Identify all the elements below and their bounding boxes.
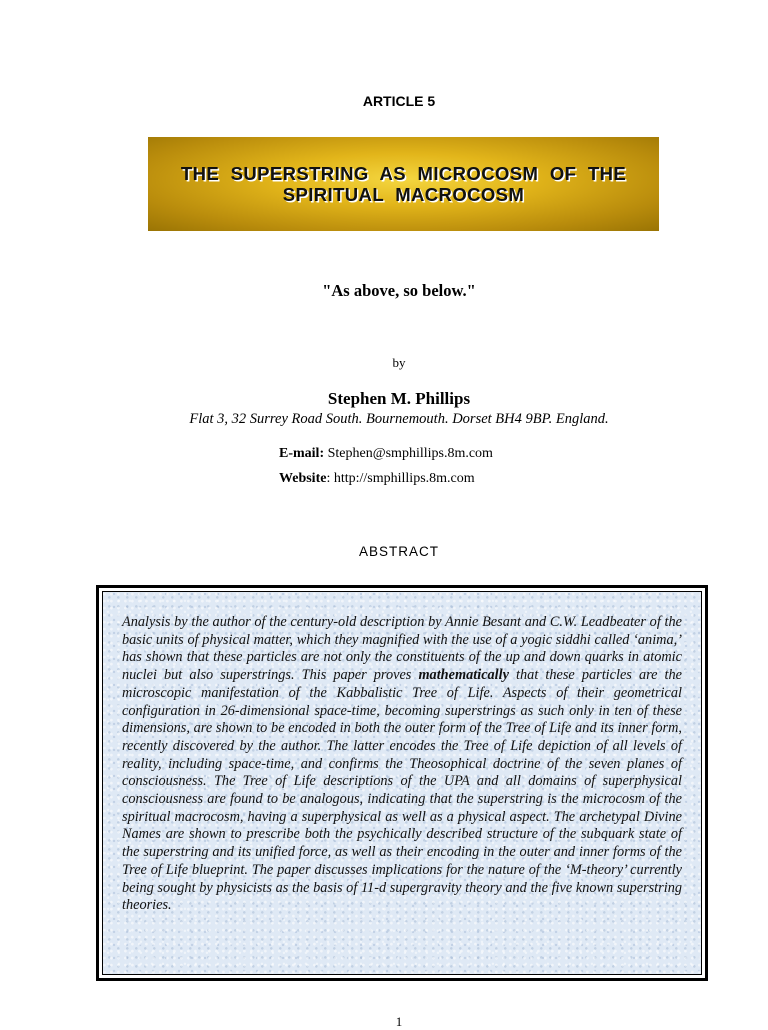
website-url[interactable]: http://smphillips.8m.com — [333, 471, 475, 486]
abstract-text — [122, 614, 682, 915]
abstract-text-part-2: that these particles are the microscopic manifestation of the Kabbalistic Tree of Life. Aspects of their geometrical configuration in 26-dimensional space-time, becoming superstrings as such only in ten of these dimensions, are shown to be encoded in both the outer form of the Tree of Life and its inner form, recently discovered by the author. The latter encodes the Tree of Life depiction of all levels of reality, including space-time, and confirms the Theosophical doctrine of the seven planes of consciousness. The Tree of Life descriptions of the UPA and all domains of superphysical consciousness are found to be analogous, indicating that the superstring is the microcosm of the spiritual macrocosm, having a superphysical as well as a physical aspect. The archetypal Divine Names are shown to prescribe both the psychically described structure of the subquark state of the superstring and its unified force, as well as their encoding in the outer and inner forms of the Tree of Life blueprint. The paper discusses implications for the nature of the ‘M-theory’ currently being sought by physicists as the basis of 11-d supergravity theory and the five known superstring theories. — [122, 667, 683, 914]
abstract-heading: ABSTRACT — [358, 544, 439, 559]
byline-by: by — [392, 355, 406, 370]
abstract-box — [96, 585, 708, 981]
website-label: Website — [279, 471, 327, 486]
website-line: Website: http://smphillips.8m.com — [279, 471, 475, 486]
title-banner — [148, 137, 659, 231]
article-title — [164, 163, 644, 205]
epigraph-quote: "As above, so below." — [322, 281, 476, 300]
title-line-1: THE SUPERSTRING AS MICROCOSM OF THE — [180, 163, 627, 184]
author-name: Stephen M. Phillips — [327, 389, 471, 408]
email-line — [279, 446, 493, 462]
article-label: ARTICLE 5 — [362, 93, 436, 109]
abstract-bold-word: mathematically — [418, 667, 509, 684]
abstract-text-part-1: Analysis by the author of the century-old description by Annie Besant and C.W. Leadbeater of the basic units of physical matter, which they magnified with the use of a yogic siddhi called ‘anima,’ has shown that these particles are not only the constituents of the up and down quarks in atomic nuclei but also superstrings. This paper proves — [122, 614, 682, 684]
email-address[interactable]: Stephen@smphillips.8m.com — [327, 446, 493, 461]
title-line-2: SPIRITUAL MACROCOSM — [282, 184, 525, 205]
abstract-panel — [102, 591, 702, 975]
page-number: 1 — [395, 1014, 403, 1029]
email-label: E-mail: — [279, 446, 325, 461]
author-address: Flat 3, 32 Surrey Road South. Bournemouth. Dorset BH4 9BP. England. — [189, 411, 609, 427]
